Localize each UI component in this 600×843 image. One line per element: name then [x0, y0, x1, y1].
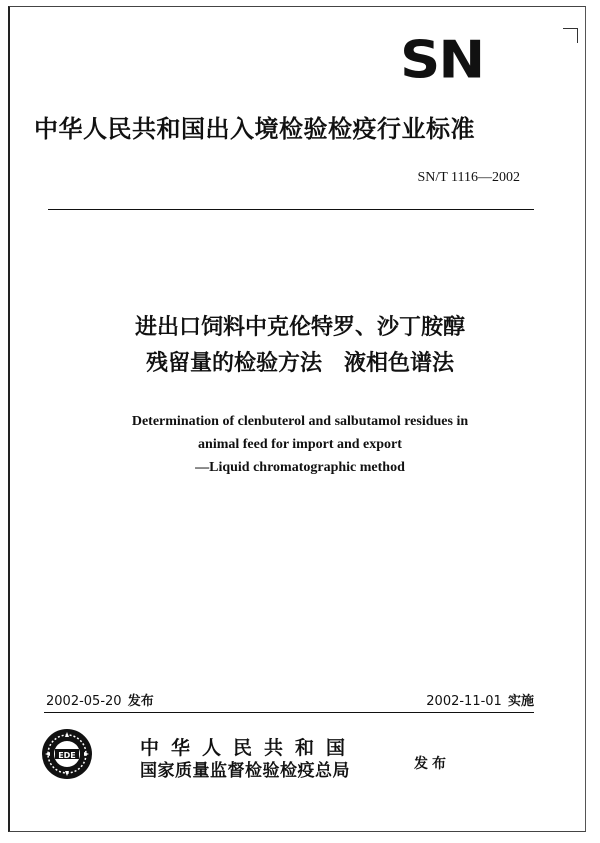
implementation-date-value: 2002-11-01 — [426, 694, 502, 709]
implementation-date-suffix: 实施 — [507, 694, 534, 709]
corner-mark — [563, 28, 578, 43]
english-title-line-2: animal feed for import and export — [198, 437, 402, 452]
national-emblem-icon — [40, 727, 94, 781]
publisher — [140, 736, 410, 782]
issue-date — [46, 693, 154, 711]
implementation-date — [426, 693, 534, 711]
publish-label: 发布 — [414, 756, 450, 772]
chinese-title-line-1: 进出口饲料中克伦特罗、沙丁胺醇 — [134, 315, 465, 340]
english-title-line-3: —Liquid chromatographic method — [195, 460, 405, 475]
bottom-divider — [44, 712, 534, 713]
english-title-line-1: Determination of clenbuterol and salbutamol residues in — [131, 414, 469, 429]
standard-title: 中华人民共和国出入境检验检疫行业标准 — [34, 115, 475, 143]
issue-date-value: 2002-05-20 — [46, 694, 122, 709]
chinese-title-line-2: 残留量的检验方法 液相色谱法 — [145, 351, 454, 376]
svg-text:EDE: EDE — [58, 751, 76, 760]
publisher-line-1: 中华人民共和国 — [140, 737, 358, 759]
publisher-line-2: 国家质量监督检验检疫总局 — [140, 761, 350, 781]
issue-date-suffix: 发布 — [127, 694, 154, 709]
chinese-title — [60, 310, 540, 382]
top-divider — [48, 209, 534, 210]
english-title — [40, 410, 560, 479]
standard-number: SN/T 1116—2002 — [417, 170, 520, 185]
sn-logo: SN — [400, 30, 484, 91]
